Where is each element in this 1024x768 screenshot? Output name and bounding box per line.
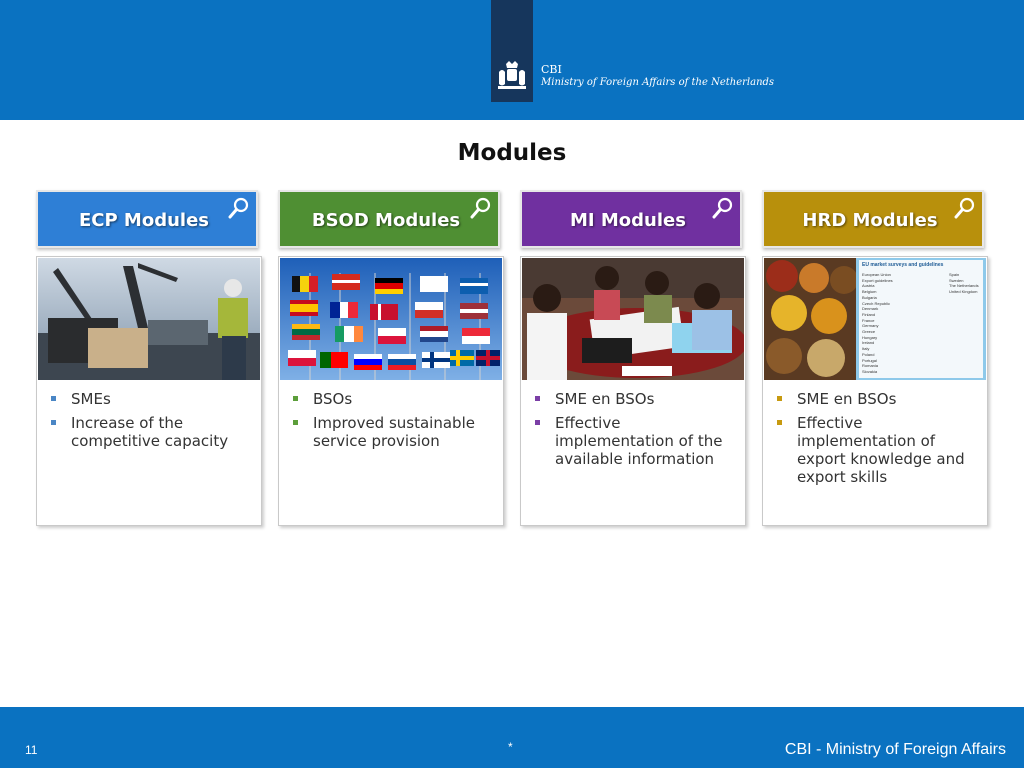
list-item <box>533 414 741 468</box>
module-panel <box>520 256 746 526</box>
list-item <box>291 414 499 450</box>
coat-of-arms-icon <box>495 60 529 92</box>
bullet-text: SME en BSOs <box>797 390 897 408</box>
spices-and-market-survey-document <box>764 258 986 380</box>
list-item <box>533 390 741 408</box>
bullet-square-icon <box>293 420 298 425</box>
document-list-item: Italy <box>862 346 870 352</box>
document-list-item: Czech Republic <box>862 300 891 306</box>
document-page <box>859 260 983 378</box>
document-list-item: The Netherlands <box>949 283 979 289</box>
document-list-item: Finland <box>862 311 876 317</box>
bullet-text: BSOs <box>313 390 353 408</box>
bullet-square-icon <box>293 396 298 401</box>
bullet-square-icon <box>535 396 540 401</box>
document-list-item: Ireland <box>862 340 875 346</box>
mi-modules-button[interactable] <box>520 190 742 248</box>
bullet-list <box>533 390 741 474</box>
document-list-1 <box>862 272 944 375</box>
document-list-item: Greece <box>862 329 876 335</box>
bullet-list <box>775 390 983 492</box>
document-list-item: Spain <box>949 272 960 277</box>
bullet-square-icon <box>51 420 56 425</box>
market-survey-document <box>856 258 986 380</box>
bullet-square-icon <box>777 396 782 401</box>
module-button-label: ECP Modules <box>78 210 210 231</box>
document-list-item: Denmark <box>862 306 879 312</box>
document-list-item: Romania <box>862 363 879 369</box>
document-heading: EU market surveys and guidelines <box>862 262 944 268</box>
brand-line-1: CBI <box>541 63 562 76</box>
bullet-square-icon <box>777 420 782 425</box>
document-list-item: Export guidelines <box>862 277 893 283</box>
module-button-label: BSOD Modules <box>311 210 461 231</box>
bullet-list <box>291 390 499 456</box>
list-item <box>49 390 257 408</box>
magnifier-icon[interactable] <box>954 196 976 220</box>
document-list-item: Belgium <box>862 289 877 295</box>
module-panel <box>762 256 988 526</box>
document-list-item: France <box>862 317 875 323</box>
brand-line-2: Ministry of Foreign Affairs of the Netherlands <box>541 77 775 88</box>
bullet-text: SMEs <box>71 390 111 408</box>
bullet-square-icon <box>535 420 540 425</box>
magnifier-icon[interactable] <box>228 196 250 220</box>
magnifier-icon[interactable] <box>470 196 492 220</box>
document-list-item: Portugal <box>862 357 877 363</box>
eu-flags-photo <box>280 258 502 380</box>
bsod-modules-button[interactable] <box>278 190 500 248</box>
module-button-label: MI Modules <box>570 210 686 231</box>
list-item <box>49 414 257 450</box>
bullet-square-icon <box>51 396 56 401</box>
bullet-text: Effective implementation of export knowledge and export skills <box>797 414 965 486</box>
document-list-item: Bulgaria <box>862 294 877 300</box>
list-item <box>775 414 983 486</box>
footer-organization: CBI - Ministry of Foreign Affairs <box>784 741 1006 758</box>
document-list-item: Austria <box>862 283 875 289</box>
industrial-port-crane-photo <box>38 258 260 380</box>
brand-text <box>541 63 774 89</box>
bullet-text: SME en BSOs <box>555 390 655 408</box>
ecp-modules-button[interactable] <box>36 190 258 248</box>
page-number: 11 <box>25 743 38 757</box>
bullet-text: Increase of the competitive capacity <box>71 414 229 450</box>
module-button-label: HRD Modules <box>802 210 938 231</box>
module-panel <box>278 256 504 526</box>
document-list-item: Slovakia <box>862 368 878 374</box>
hrd-modules-button[interactable] <box>762 190 984 248</box>
document-list-item: Germany <box>862 323 879 329</box>
spices-photo <box>764 258 856 380</box>
bullet-text: Effective implementation of the available information <box>555 414 723 468</box>
document-list-item: Hungary <box>862 334 878 340</box>
document-list-item: Poland <box>862 351 875 357</box>
page-title: Modules <box>457 140 567 166</box>
magnifier-icon[interactable] <box>712 196 734 220</box>
list-item <box>775 390 983 408</box>
module-panel <box>36 256 262 526</box>
document-list-item: Sweden <box>949 277 964 283</box>
document-list-item: United Kingdom <box>949 289 978 295</box>
footer-star: * <box>508 740 513 754</box>
document-list-2 <box>949 272 983 295</box>
document-list-item: European Union <box>862 272 891 277</box>
list-item <box>291 390 499 408</box>
bullet-list <box>49 390 257 456</box>
bullet-text: Improved sustainable service provision <box>313 414 475 450</box>
meeting-group-photo <box>522 258 744 380</box>
